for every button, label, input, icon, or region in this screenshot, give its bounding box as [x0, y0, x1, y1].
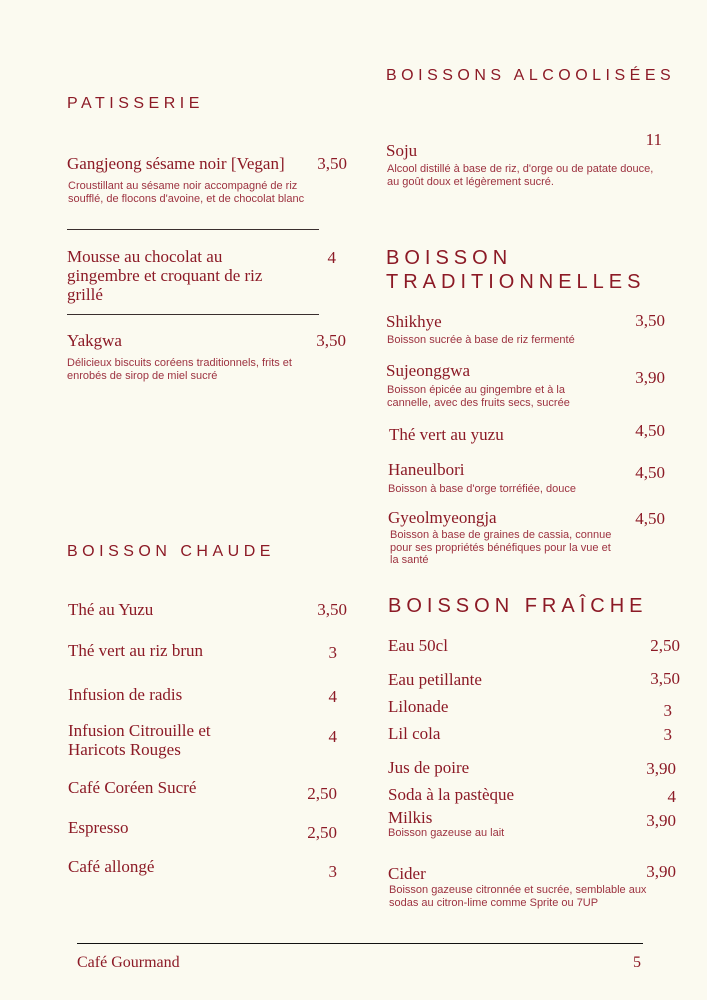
page-number: 5 [633, 954, 641, 971]
item-name: Soda à la pastèque [388, 785, 515, 804]
item-description: Boisson gazeuse au lait [388, 827, 505, 839]
item-price: 3,90 [635, 368, 665, 387]
item-description: Boisson sucrée à base de riz fermenté [387, 334, 575, 346]
item-name: Yakgwa [67, 331, 122, 350]
item-description: Délicieux biscuits coréens traditionnels, frits et enrobés de sirop de miel sucré [67, 357, 292, 382]
item-price: 3,90 [646, 759, 676, 778]
item-name: Jus de poire [388, 758, 470, 777]
footer-brand: Café Gourmand [77, 954, 180, 971]
item-description: Boisson à base d'orge torréfiée, douce [388, 483, 576, 495]
item-name: Haneulbori [388, 460, 465, 479]
item-description: Croustillant au sésame noir accompagné de riz soufflé, de flocons d'avoine, et de chocolat blanc [68, 180, 305, 205]
item-name: Shikhye [386, 312, 442, 331]
item-price: 3,50 [635, 311, 665, 330]
item-description: Alcool distillé à base de riz, d'orge ou de patate douce, au goût doux et légèrement sucré. [387, 163, 654, 188]
item-name: Gyeolmyeongja [388, 508, 497, 527]
item-name: Lil cola [388, 724, 441, 743]
item-name: Eau petillante [388, 670, 482, 689]
section-title-boisson-chaude: BOISSON CHAUDE [67, 543, 275, 560]
item-name: Infusion Citrouille et Haricots Rouges [68, 721, 211, 759]
item-price: 3 [328, 643, 337, 662]
item-price: 3 [328, 862, 337, 881]
section-title-boisson-traditionnelles-line1: BOISSON [386, 247, 513, 269]
item-name: Espresso [68, 818, 129, 837]
item-name: Café allongé [68, 857, 155, 876]
footer-divider [77, 943, 643, 944]
item-name: Thé vert au yuzu [389, 425, 504, 444]
section-title-boisson-fraiche: BOISSON FRAÎCHE [388, 595, 648, 617]
item-price: 4,50 [635, 463, 665, 482]
item-price: 3,50 [317, 154, 347, 173]
item-price: 4 [328, 687, 337, 706]
item-price: 3,50 [316, 331, 346, 350]
item-name: Cider [388, 864, 426, 883]
item-price: 3 [663, 725, 672, 744]
item-name: Soju [386, 141, 418, 160]
item-price: 2,50 [307, 823, 337, 842]
item-name: Sujeonggwa [386, 361, 471, 380]
divider [67, 314, 319, 315]
item-price: 4,50 [635, 509, 665, 528]
item-price: 4,50 [635, 421, 665, 440]
section-title-boisson-traditionnelles-line2: TRADITIONNELLES [386, 271, 646, 293]
item-name: Thé vert au riz brun [68, 641, 203, 660]
item-price: 3,90 [646, 862, 676, 881]
item-price: 4 [667, 787, 676, 806]
section-title-patisserie: PATISSERIE [67, 95, 204, 112]
item-name: Milkis [388, 808, 433, 827]
section-title-boissons-alcoolisees: BOISSONS ALCOOLISÉES [386, 67, 676, 84]
item-price: 2,50 [650, 636, 680, 655]
item-price: 3,50 [317, 600, 347, 619]
item-price: 2,50 [307, 784, 337, 803]
item-name: Gangjeong sésame noir [Vegan] [67, 154, 285, 173]
item-name: Infusion de radis [68, 685, 183, 704]
item-price: 3 [663, 701, 672, 720]
item-description: Boisson épicée au gingembre et à la cannelle, avec des fruits secs, sucrée [387, 384, 570, 409]
divider [67, 229, 319, 230]
item-price: 4 [328, 727, 337, 746]
item-name: Eau 50cl [388, 636, 448, 655]
item-description: Boisson à base de graines de cassia, connue pour ses propriétés bénéfiques pour la vue et la santé [390, 529, 612, 566]
item-price: 11 [645, 130, 662, 149]
item-price: 4 [327, 248, 336, 267]
item-name: Café Coréen Sucré [68, 778, 197, 797]
item-name: Lilonade [388, 697, 449, 716]
item-name: Mousse au chocolat au gingembre et croquant de riz grillé [67, 247, 263, 304]
item-description: Boisson gazeuse citronnée et sucrée, semblable aux sodas au citron-lime comme Sprite ou 7UP [389, 884, 647, 909]
item-price: 3,50 [650, 669, 680, 688]
item-name: Thé au Yuzu [68, 600, 154, 619]
item-price: 3,90 [646, 811, 676, 830]
